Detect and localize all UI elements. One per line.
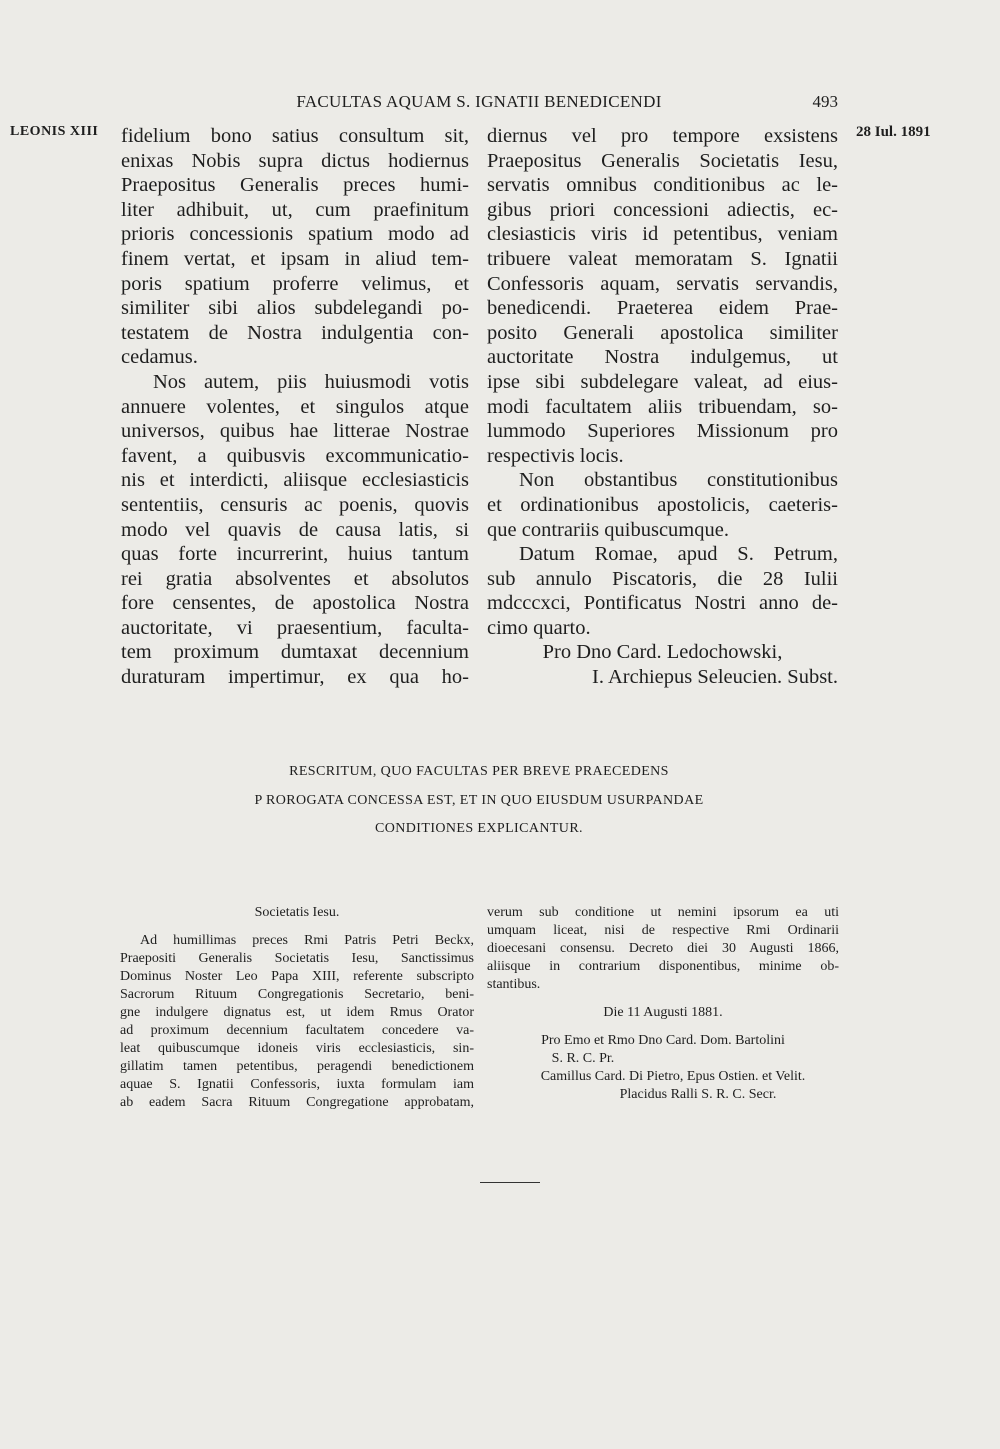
signature-line: Camillus Card. Di Pietro, Epus Ostien. et Velit.	[540, 1069, 806, 1084]
text-line: modo vel quavis de causa latis, si	[121, 518, 469, 541]
page-number: 493	[812, 92, 838, 111]
text-line: poris spatium proferre velimus, et	[121, 272, 469, 295]
rescript-heading-line-3: CONDITIONES EXPLICANTUR.	[375, 821, 583, 836]
text-line: mdcccxci, Pontificatus Nostri anno de-	[487, 592, 838, 615]
header-title: FACULTAS AQUAM S. IGNATII BENEDICENDI	[296, 92, 662, 111]
text-line: verum sub conditione ut nemini ipsorum ea uti	[487, 905, 839, 920]
signature-line: S. R. C. Pr.	[551, 1051, 615, 1066]
text-line: tribuere valeat memoratam S. Ignatii	[487, 247, 838, 270]
text-line: gne indulgere dignatus est, ut idem Rmus Orator	[120, 1005, 474, 1020]
text-line: dioecesani consensu. Decreto diei 30 Augusti 1866,	[487, 941, 839, 956]
text-line: rei gratia absolventes et absolutos	[121, 567, 469, 590]
text-line: respectivis locis.	[487, 444, 624, 467]
text-line: nis et interdicti, aliisque ecclesiasticis	[121, 469, 469, 492]
text-line: quas forte incurrerint, huius tantum	[121, 543, 469, 566]
rescript-title: Societatis Iesu.	[254, 905, 340, 920]
text-line: Ad humillimas preces Rmi Patris Petri Beckx,	[140, 933, 474, 948]
signature-line: Placidus Ralli S. R. C. Secr.	[619, 1087, 777, 1102]
text-line: que contrariis quibuscumque.	[487, 518, 729, 541]
text-line: servatis omnibus conditionibus ac le-	[487, 174, 838, 197]
text-line: auctoritate, vi praesentium, faculta-	[121, 616, 469, 639]
text-line: sententiis, censuris ac poenis, quovis	[121, 493, 469, 516]
text-line: auctoritate Nostra indulgemus, ut	[487, 346, 838, 369]
text-line: diernus vel pro tempore exsistens	[487, 125, 838, 147]
text-line: Datum Romae, apud S. Petrum,	[519, 543, 838, 566]
text-line: Praepositus Generalis Societatis Iesu,	[487, 149, 838, 172]
text-line: Sacrorum Rituum Congregationis Secretario, beni-	[120, 987, 474, 1002]
signature-line: Pro Emo et Rmo Dno Card. Dom. Bartolini	[541, 1033, 785, 1048]
text-line: cimo quarto.	[487, 616, 591, 639]
text-line: Praepositi Generalis Societatis Iesu, Sanctissimus	[120, 951, 474, 966]
text-line: ad proximum decennium facultatem concedere va-	[120, 1023, 474, 1038]
text-line: Dominus Noster Leo Papa XIII, referente subscripto	[120, 969, 474, 984]
text-line: sub annulo Piscatoris, die 28 Iulii	[487, 567, 838, 590]
text-line: duraturam impertimur, ex qua ho-	[121, 666, 469, 689]
rescript-right-column	[487, 904, 839, 1104]
text-line: Confessoris aquam, servatis servandis,	[487, 272, 838, 295]
text-line: prioris concessionis spatium modo ad	[121, 223, 469, 246]
text-line: liter adhibuit, ut, cum praefinitum	[121, 198, 469, 221]
text-line: lummodo Superiores Missionum pro	[487, 420, 838, 443]
text-line: gillatim tamen petentibus, peragendi benedictionem	[120, 1059, 474, 1074]
text-line: Nos autem, piis huiusmodi votis	[153, 370, 469, 393]
rescript-left-column	[120, 904, 474, 1112]
rescript-heading-line-1: RESCRITUM, QUO FACULTAS PER BREVE PRAECEDENS	[289, 764, 669, 779]
text-line: fidelium bono satius consultum sit,	[121, 125, 469, 147]
text-line: benedicendi. Praeterea eidem Prae-	[487, 297, 838, 320]
text-line: universos, quibus hae litterae Nostrae	[121, 420, 469, 443]
signature-line: Pro Dno Card. Ledochowski,	[542, 641, 783, 664]
text-line: enixas Nobis supra dictus hodiernus	[121, 149, 469, 172]
text-line: tem proximum dumtaxat decennium	[121, 641, 469, 664]
right-column	[487, 124, 838, 690]
text-line: ab eadem Sacra Rituum Congregatione approbatam,	[120, 1095, 474, 1110]
text-line: leat quibuscumque idoneis viris ecclesiasticis, sin-	[120, 1041, 474, 1056]
footer-rule	[480, 1182, 540, 1183]
text-line: umquam liceat, nisi de respective Rmi Ordinarii	[487, 923, 839, 938]
margin-note-left: LEONIS XIII	[10, 124, 99, 139]
text-line: aquae S. Ignatii Confessoris, iuxta formulam iam	[120, 1077, 474, 1092]
text-line: modi facultatem aliis tribuendam, so-	[487, 395, 838, 418]
text-line: favent, a quibusvis excommunicatio-	[121, 444, 469, 467]
text-line: similiter sibi alios subdelegandi po-	[121, 297, 469, 320]
text-line: finem vertat, et ipsam in aliud tem-	[121, 247, 469, 270]
text-line: testatem de Nostra indulgentia con-	[121, 321, 469, 344]
text-line: et ordinationibus apostolicis, caeteris-	[487, 493, 838, 516]
rescript-date: Die 11 Augusti 1881.	[603, 1005, 723, 1020]
text-line: posito Generali apostolica similiter	[487, 321, 838, 344]
margin-note-right: 28 Iul. 1891	[856, 124, 931, 140]
text-line: ipse sibi subdelegare valeat, ad eius-	[487, 370, 838, 393]
text-line: annuere volentes, et singulos atque	[121, 395, 469, 418]
text-line: Praepositus Generalis preces humi-	[121, 174, 469, 197]
text-line: clesiasticis viris id petentibus, veniam	[487, 223, 838, 246]
text-line: aliisque in contrarium disponentibus, minime ob-	[487, 959, 839, 974]
text-line: cedamus.	[121, 346, 198, 369]
signature-line: I. Archiepus Seleucien. Subst.	[592, 666, 838, 689]
rescript-heading-line-2: P ROROGATA CONCESSA EST, ET IN QUO EIUSDUM USURPANDAE	[254, 793, 704, 808]
text-line: Non obstantibus constitutionibus	[519, 469, 838, 492]
text-line: stantibus.	[487, 977, 541, 992]
text-line: fore censentes, de apostolica Nostra	[121, 592, 469, 615]
text-line: gibus priori concessioni adiectis, ec-	[487, 198, 838, 221]
left-column	[121, 124, 469, 690]
running-header	[120, 92, 838, 116]
